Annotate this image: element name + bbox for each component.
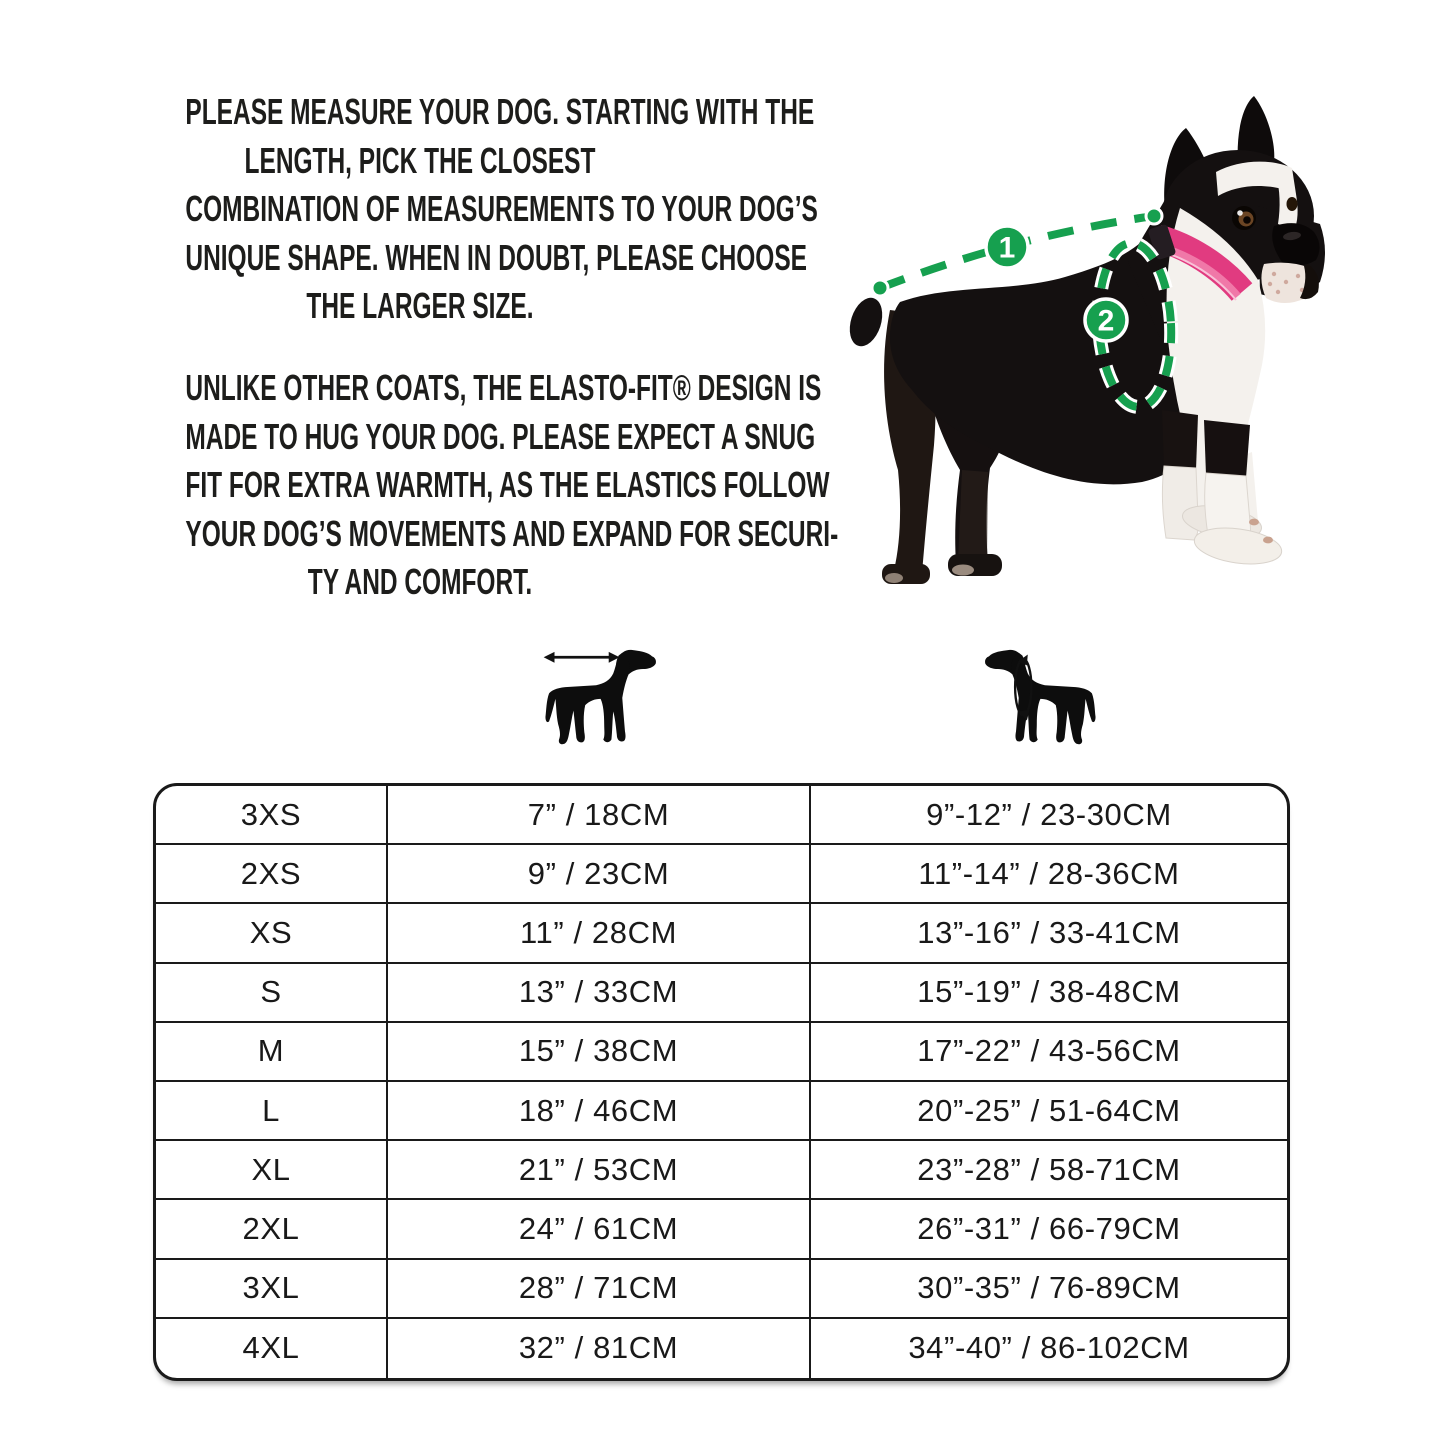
girth-cell: 13”-16” / 33-41CM xyxy=(811,904,1287,963)
dog-girth-measure-icon xyxy=(960,641,1110,763)
girth-cell: 34”-40” / 86-102CM xyxy=(908,1330,1190,1366)
size-cell: 4XL xyxy=(156,1319,388,1378)
length-cell: 24” / 61CM xyxy=(388,1200,811,1259)
girth-cell: 30”-35” / 76-89CM xyxy=(811,1260,1287,1319)
size-cell: 3XL xyxy=(156,1260,388,1319)
dog-length-measure-icon xyxy=(538,641,674,763)
intro-p1-line: LENGTH, PICK THE CLOSEST xyxy=(244,139,596,181)
size-cell: XL xyxy=(156,1141,388,1200)
intro-p2-line: MADE TO HUG YOUR DOG. PLEASE EXPECT A SNUG xyxy=(185,415,816,457)
girth-cell: 26”-31” / 66-79CM xyxy=(811,1200,1287,1259)
size-chart-table xyxy=(153,783,1290,1381)
step-1-number: 1 xyxy=(998,231,1016,265)
length-cell: 9” / 23CM xyxy=(388,845,811,904)
size-cell: M xyxy=(156,1023,388,1082)
length-cell: 28” / 71CM xyxy=(388,1260,811,1319)
girth-cell: 9”-12” / 23-30CM xyxy=(811,786,1287,845)
size-cell: 2XS xyxy=(156,845,388,904)
girth-cell: 15”-19” / 38-48CM xyxy=(811,964,1287,1023)
boston-terrier-illustration xyxy=(830,70,1350,615)
measurement-diagram-photo xyxy=(830,70,1350,615)
intro-p1-line: COMBINATION OF MEASUREMENTS TO YOUR DOG’S xyxy=(185,188,818,229)
size-cell: S xyxy=(156,964,388,1023)
step-1-badge xyxy=(986,226,1028,268)
intro-p2-line: TY AND COMFORT. xyxy=(307,561,533,602)
size-cell: 3XS xyxy=(156,786,388,845)
length-cell: 11” / 28CM xyxy=(388,904,811,963)
girth-cell: 11”-14” / 28-36CM xyxy=(811,845,1287,904)
step-2-number: 2 xyxy=(1097,304,1115,338)
intro-p1-line: THE LARGER SIZE. xyxy=(306,285,534,326)
length-cell: 32” / 81CM xyxy=(388,1319,811,1378)
intro-p2-line: YOUR DOG’S MOVEMENTS AND EXPAND FOR SECURI- xyxy=(185,512,839,554)
size-cell: XS xyxy=(156,904,388,963)
length-cell: 15” / 38CM xyxy=(388,1023,811,1082)
intro-paragraph-2 xyxy=(75,364,839,607)
girth-cell: 17”-22” / 43-56CM xyxy=(811,1023,1287,1082)
intro-p1-line: PLEASE MEASURE YOUR DOG. STARTING WITH THE xyxy=(185,91,815,132)
size-cell: L xyxy=(156,1082,388,1141)
intro-p1-line: UNIQUE SHAPE. WHEN IN DOUBT, PLEASE CHOOSE xyxy=(185,236,807,278)
length-cell: 13” / 33CM xyxy=(388,964,811,1023)
step-2-badge xyxy=(1085,299,1127,341)
girth-cell: 23”-28” / 58-71CM xyxy=(811,1141,1287,1200)
length-cell: 21” / 53CM xyxy=(388,1141,811,1200)
intro-p2-line: FIT FOR EXTRA WARMTH, AS THE ELASTICS FOLLOW xyxy=(185,464,830,505)
length-arrow xyxy=(544,652,620,663)
intro-paragraph-1 xyxy=(75,88,818,331)
length-cell: 7” / 18CM xyxy=(388,786,811,845)
intro-p2-line: UNLIKE OTHER COATS, THE ELASTO-FIT® DESIGN IS xyxy=(185,367,822,408)
length-cell: 18” / 46CM xyxy=(388,1082,811,1141)
girth-cell: 20”-25” / 51-64CM xyxy=(811,1082,1287,1141)
size-cell: 2XL xyxy=(156,1200,388,1259)
